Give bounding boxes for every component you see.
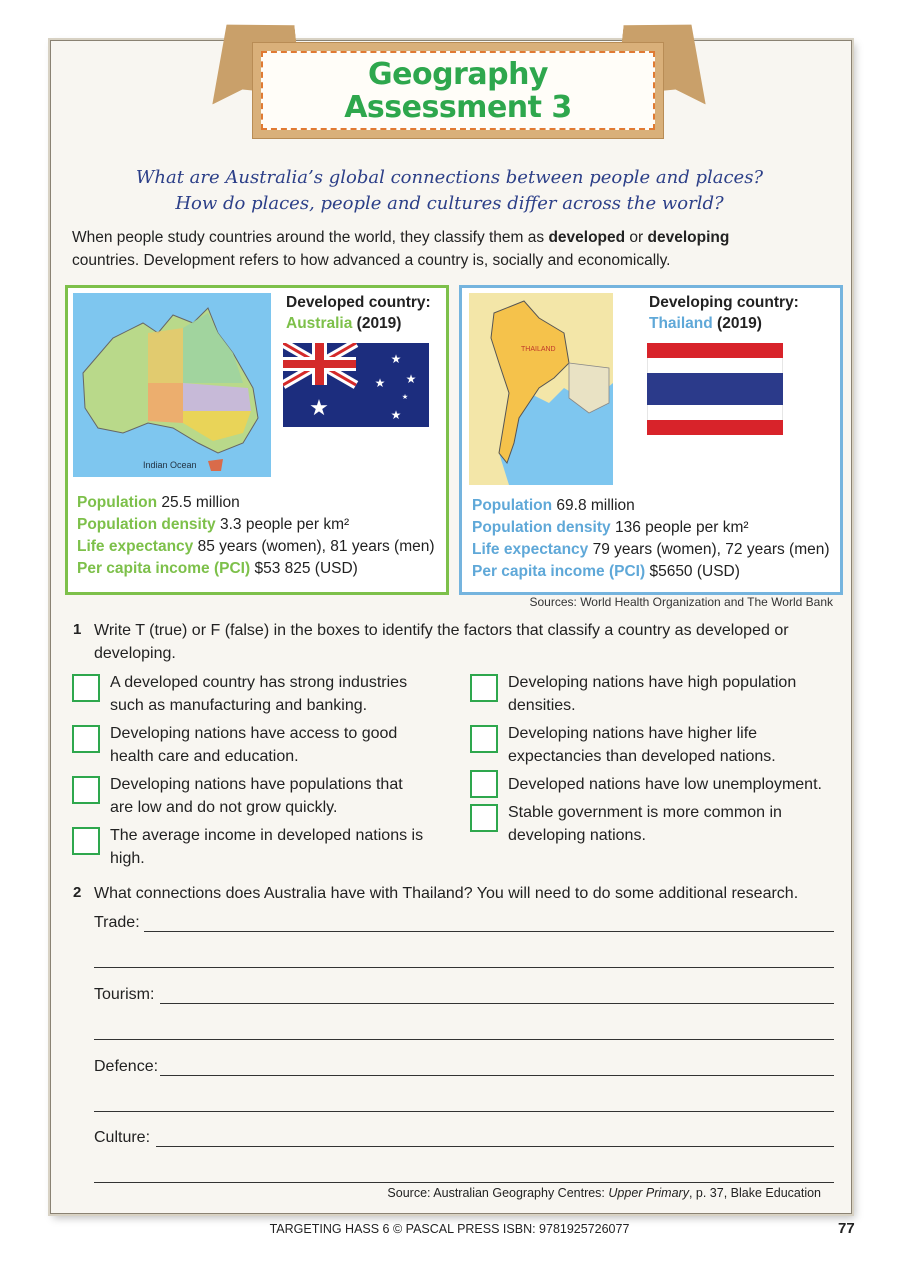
label-defence: Defence:: [94, 1058, 159, 1075]
answer-box[interactable]: [72, 674, 100, 702]
thailand-map: [469, 293, 613, 485]
developed-stats: Population 25.5 million Population density 3.3 people per km² Life expectancy 85 years (women), 81 years (men) Per capita income (PCI) $53 825 (USD): [77, 494, 435, 577]
label-culture: Culture:: [94, 1129, 151, 1146]
svg-text:★: ★: [390, 408, 402, 422]
answer-line-trade-2[interactable]: [94, 967, 834, 968]
footer-copyright: TARGETING HASS 6 © PASCAL PRESS ISBN: 9781925726077: [269, 1222, 630, 1236]
svg-text:★: ★: [309, 396, 329, 421]
label-trade: Trade:: [94, 914, 140, 931]
title-line1: Geography: [368, 56, 548, 92]
answer-line-tourism[interactable]: [160, 1003, 834, 1004]
answer-line-trade[interactable]: [144, 931, 834, 932]
answer-box[interactable]: [470, 770, 498, 798]
title-banner: [252, 42, 664, 139]
australia-map: [73, 293, 271, 477]
page-number: 77: [838, 1220, 855, 1237]
map-label-country: THAILAND: [521, 346, 556, 353]
answer-box[interactable]: [470, 725, 498, 753]
answer-box[interactable]: [72, 725, 100, 753]
answer-line-culture-2[interactable]: [94, 1182, 834, 1183]
answer-box[interactable]: [470, 674, 498, 702]
answer-line-culture[interactable]: [156, 1146, 834, 1147]
question-1-number: 1: [73, 621, 82, 638]
question-2-text: What connections does Australia have with Thailand? You will need to do some additional research.: [94, 885, 799, 902]
svg-text:★: ★: [401, 393, 409, 401]
thailand-flag: [647, 343, 783, 435]
developing-heading: Developing country: Thailand (2019): [649, 294, 799, 332]
sources-note: Sources: World Health Organization and The World Bank: [529, 595, 833, 609]
source-citation: Source: Australian Geography Centres: Upper Primary, p. 37, Blake Education: [387, 1186, 821, 1200]
answer-line-tourism-2[interactable]: [94, 1039, 834, 1040]
answer-box[interactable]: [72, 827, 100, 855]
developed-country-box: [65, 285, 449, 595]
answer-line-defence[interactable]: [160, 1075, 834, 1076]
svg-text:★: ★: [390, 352, 402, 366]
inquiry-question-2: How do places, people and cultures differ across the world?: [175, 193, 724, 214]
intro-paragraph: When people study countries around the world, they classify them as developed or developing countries. Development refers to how advanced a country is, socially and economically.: [72, 229, 730, 269]
inquiry-question-1: What are Australia’s global connections between people and places?: [135, 167, 764, 188]
answer-box[interactable]: [72, 776, 100, 804]
answer-box[interactable]: [470, 804, 498, 832]
svg-text:★: ★: [374, 376, 386, 390]
developing-stats: Population 69.8 million Population density 136 people per km² Life expectancy 79 years (women), 72 years (men) Per capita income (PCI) $5650 (USD): [472, 497, 830, 580]
label-tourism: Tourism:: [94, 986, 155, 1003]
question-2-number: 2: [73, 884, 82, 901]
developed-heading: Developed country: Australia (2019): [286, 294, 431, 332]
question-1-text: Write T (true) or F (false) in the boxes to identify the factors that classify a country as developed or developing.: [94, 622, 789, 662]
map-label-ocean: Indian Ocean: [143, 460, 197, 470]
title-line2: Assessment 3: [344, 89, 572, 125]
developing-country-box: [459, 285, 843, 595]
answer-line-defence-2[interactable]: [94, 1111, 834, 1112]
australia-flag: [283, 343, 429, 427]
svg-text:★: ★: [405, 372, 417, 386]
